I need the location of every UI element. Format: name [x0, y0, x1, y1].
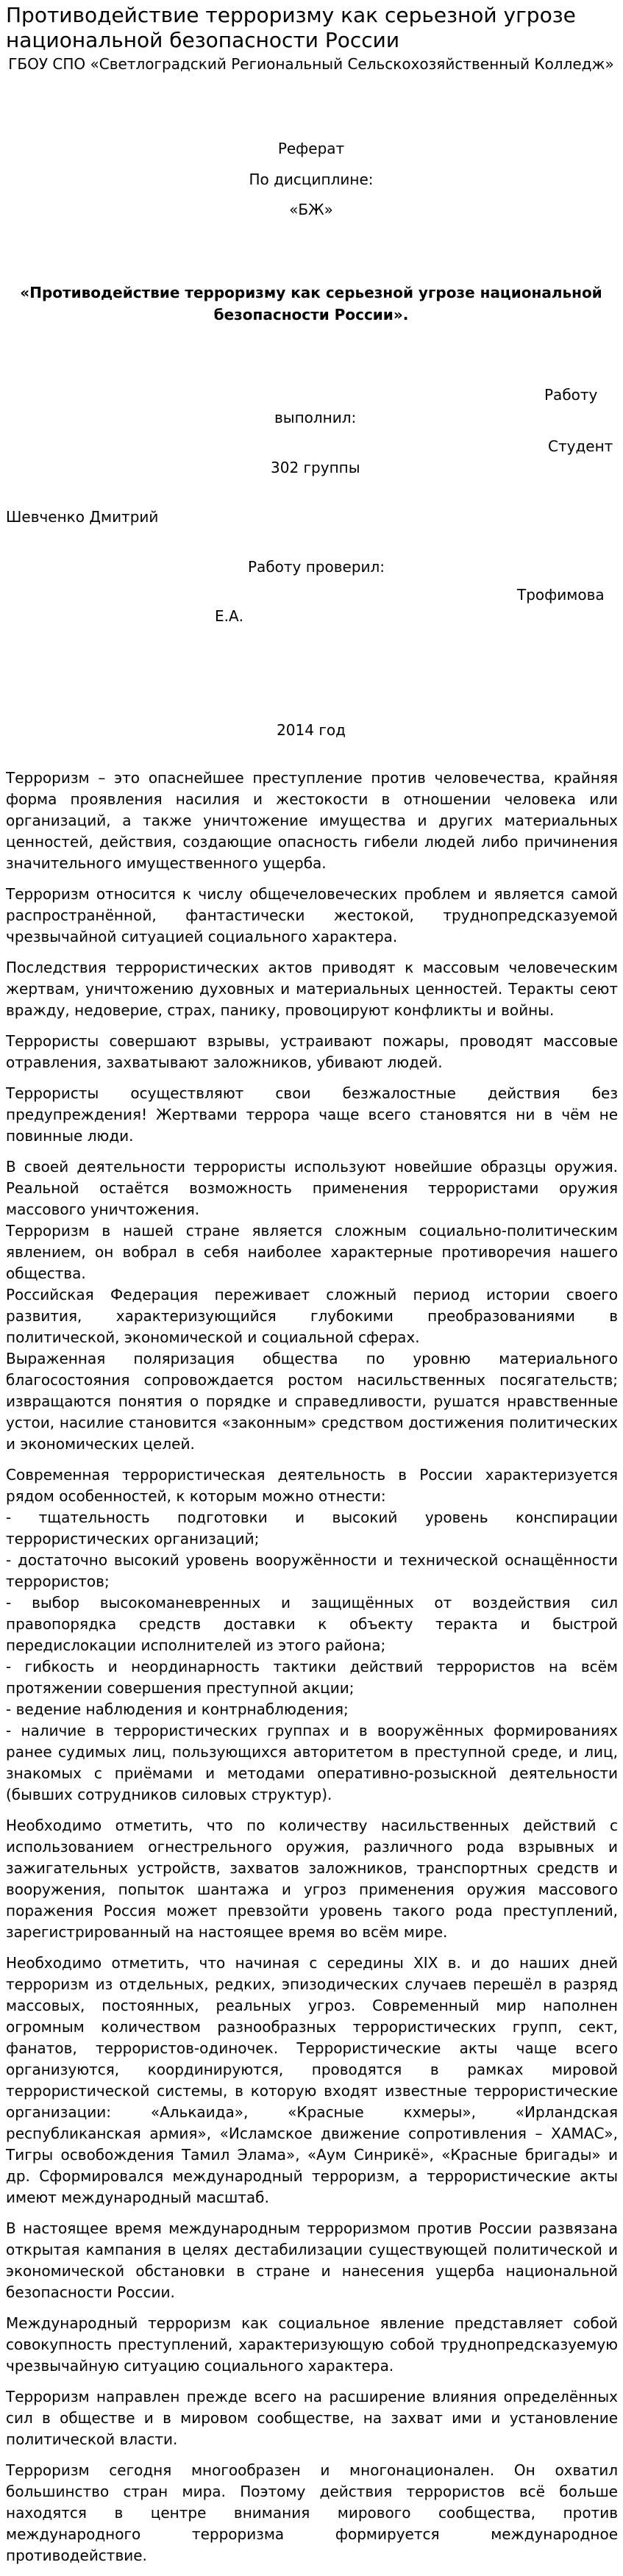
discipline-name: «БЖ» [289, 201, 333, 218]
topic-title: «Противодействие терроризму как серьезной угрозе национальной безопасности России». [20, 284, 602, 323]
list-item: - тщательность подготовки и высокий уровень конспирации террористических организаций; [6, 1509, 618, 1548]
paragraph: Терроризм сегодня многообразен и многонационален. Он охватил большинство стран мира. Поэтому действия террористов всё больше находятся в центре внимания мирового сообщества, против международного терроризма формируется международное противодействие. [6, 2461, 618, 2564]
teacher-initials: Е.А. [215, 607, 244, 625]
paragraph: Необходимо отметить, что начиная с середины XIX в. и до наших дней терроризм из отдельных, редких, эпизодических случаев перешёл в разряд массовых, постоянных, реальных угроз. Современный мир наполнен огромным количеством разнообразных террористических групп, сект, фанатов, террористов-одиночек. Террористические акты чаще всего организуются, координируются, проводятся в рамках мировой террористической системы, в которую входят известные террористические организации: «Алькаида», «Красные кхмеры», «Ирландская республиканская армия», «Исламское движение сопротивления – ХАМАС», Тигры освобождения Тамил Элама», «Аум Синрикё», «Красные бригады» и др. Сформировался международный терроризм, а террористические акты имеют международный масштаб. [6, 1954, 618, 2206]
list-item: - выбор высокоманевренных и защищённых от воздействия сил правопорядка средств доставки к объекту теракта и быстрой передислокации исполнителей из этого района; [6, 1594, 618, 1654]
paragraph: Необходимо отметить, что по количеству насильственных действий с использованием огнестрельного оружия, различного рода взрывных и зажигательных устройств, захватов заложников, транспортных средств и вооружения, попыток шантажа и угроз применения оружия массового поражения Россия может превзойти уровень такого рода преступлений, зарегистрированный на настоящее время во всём мире. [6, 1817, 618, 1941]
list-item: - достаточно высокий уровень вооружённости и технической оснащённости террористов; [6, 1551, 618, 1590]
institution-name: ГБОУ СПО «Светлоградский Региональный Сельскохозяйственный Колледж» [8, 55, 614, 73]
paragraph: Международный терроризм как социальное явление представляет собой совокупность преступлений, характеризующую собой труднопредсказуемую чрезвычайную ситуацию социального характера. [6, 2314, 618, 2375]
student-label: Студент [548, 437, 613, 455]
paragraph: В настоящее время международным терроризмом против России развязана открытая кампания в целях дестабилизации существующей политической и экономической обстановки в стране и нанесения ущерба национальной безопасности России. [6, 2219, 618, 2301]
paragraph: Российская Федерация переживает сложный период истории своего развития, характеризующийся глубокими преобразованиями в политической, экономической и социальной сферах. [6, 1286, 618, 1346]
work-type: Реферат [277, 140, 345, 157]
student-name: Шевченко Дмитрий [6, 508, 159, 526]
teacher-surname: Трофимова [517, 586, 605, 604]
paragraph: Терроризм относится к числу общечеловеческих проблем и является самой распространённой, фантастически жестокой, труднопредсказуемой чрезвычайной ситуацией социального характера. [6, 885, 618, 945]
paragraph: Терроризм направлен прежде всего на расширение влияния определённых сил в обществе и в мировом сообществе, на захват ими и установление политической власти. [6, 2388, 618, 2448]
list-item: - наличие в террористических группах и в вооружённых формированиях ранее судимых лиц, пользующихся авторитетом в преступной среде, и лиц, знакомых с приёмами и методами оперативно-розыскной деятельности (бывших сотрудников силовых структур). [6, 1722, 618, 1803]
list-item: - ведение наблюдения и контрнаблюдения; [6, 1700, 349, 1718]
paragraph: В своей деятельности террористы используют новейшие образцы оружия. Реальной остаётся возможность применения террористами оружия массового уничтожения. [6, 1158, 618, 1218]
done-by-label-2: выполнил: [274, 409, 357, 426]
done-by-label-1: Работу [544, 386, 598, 404]
paragraph: Террористы совершают взрывы, устраивают пожары, проводят массовые отравления, захватывают заложников, убивают людей. [6, 1032, 618, 1071]
year: 2014 год [277, 721, 346, 739]
paragraph: Современная террористическая деятельность в России характеризуется рядом особенностей, к которым можно отнести: [6, 1466, 618, 1505]
list-item: - гибкость и неординарность тактики действий террористов на всём протяжении совершения преступной акции; [6, 1658, 618, 1697]
group-label: 302 группы [271, 459, 360, 476]
paragraph: Последствия террористических актов приводят к массовым человеческим жертвам, уничтожению духовных и материальных ценностей. Теракты сеют вражду, недоверие, страх, панику, провоцируют конфликты и войны. [6, 959, 618, 1019]
paragraph: Террористы осуществляют свои безжалостные действия без предупреждения! Жертвами террора чаще всего становятся ни в чём не повинные люди. [6, 1084, 618, 1145]
paragraph: Терроризм – это опаснейшее преступление против человечества, крайняя форма проявления насилия и жестокости в отношении человека или организаций, а также уничтожение имущества и других материальных ценностей, действия, создающие опасность гибели людей либо причинения значительного имущественного ущерба. [6, 769, 618, 872]
paragraph: Терроризм в нашей стране является сложным социально-политическим явлением, он вобрал в себя наиболее характерные противоречия нашего общества. [6, 1222, 618, 1282]
essay-body [6, 768, 618, 2576]
discipline-label: По дисциплине: [249, 171, 374, 188]
paragraph: Выраженная поляризация общества по уровню материального благосостояния сопровождается ростом насильственных посягательств; извращаются понятия о порядке и справедливости, рушатся нравственные устои, насилие становится «законным» средством достижения политических и экономических целей. [6, 1350, 618, 1453]
checked-by-label: Работу проверил: [248, 558, 385, 576]
document-title: Противодействие терроризму как серьезной угрозе национальной безопасности России [6, 3, 576, 52]
